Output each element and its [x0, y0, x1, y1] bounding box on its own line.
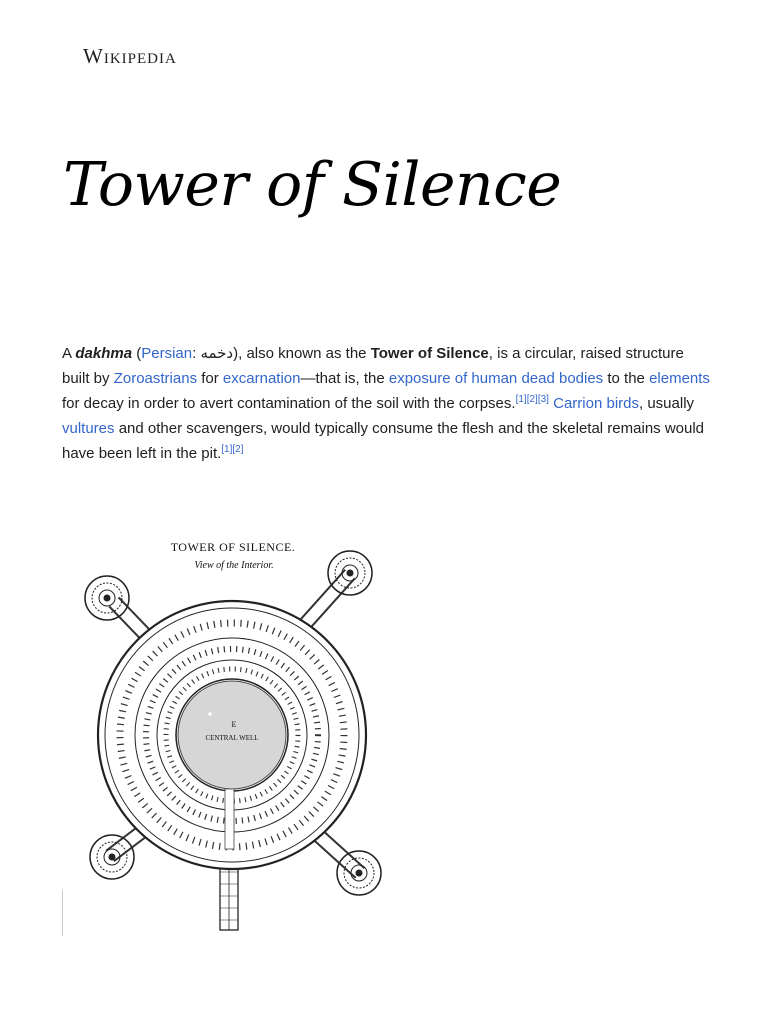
link-zoroastrians[interactable]: Zoroastrians [113, 370, 198, 387]
term-dakhma: dakhma [75, 345, 133, 362]
corner-tower-bottom-right [337, 851, 381, 895]
link-vultures[interactable]: vultures [62, 420, 115, 437]
corner-tower-bottom-left [90, 835, 134, 879]
central-well-letter: E [231, 720, 237, 729]
link-persian[interactable]: Persian [141, 345, 193, 362]
tower-of-silence-illustration[interactable] [62, 530, 392, 940]
central-well [178, 681, 286, 789]
link-exposure-of-human-dead-bodies[interactable]: exposure of human dead bodies [388, 370, 604, 387]
page-title: Tower of Silence [63, 150, 562, 220]
corner-tower-top-right [328, 551, 372, 595]
wikipedia-logo[interactable]: Wikipedia [83, 44, 177, 68]
ref-2[interactable]: [2] [526, 394, 538, 405]
term-tower-of-silence: Tower of Silence [370, 345, 489, 362]
persian-word: دخمه [200, 345, 234, 362]
link-carrion-birds[interactable]: Carrion birds [553, 395, 639, 412]
link-elements[interactable]: elements [649, 370, 710, 387]
central-well-label: CENTRAL WELL [205, 734, 259, 742]
corner-tower-top-left [85, 576, 129, 620]
figure-heading: TOWER OF SILENCE. [170, 540, 296, 554]
figure-border [62, 890, 63, 936]
ref-2b[interactable]: [2] [232, 444, 244, 455]
radial-path [225, 789, 234, 849]
ref-1b[interactable]: [1] [221, 444, 233, 455]
lead-paragraph: A dakhma (Persian: دخمه), also known as the Tower of Silence, is a circular, raised structure built by Zoroastrians for excarnation—that is, the exposure of human dead bodies to the elements for decay in order to avert contamination of the soil with the corpses.[1][2][3] Carrion birds, usually vultures and other scavengers, would typically consume the flesh and the skeletal remains would have been left in the pit.[1][2] [62, 345, 710, 462]
figure-subheading: View of the Interior. [194, 560, 274, 571]
link-excarnation[interactable]: excarnation [222, 370, 301, 387]
ref-1[interactable]: [1] [515, 394, 527, 405]
ref-3[interactable]: [3] [537, 394, 549, 405]
